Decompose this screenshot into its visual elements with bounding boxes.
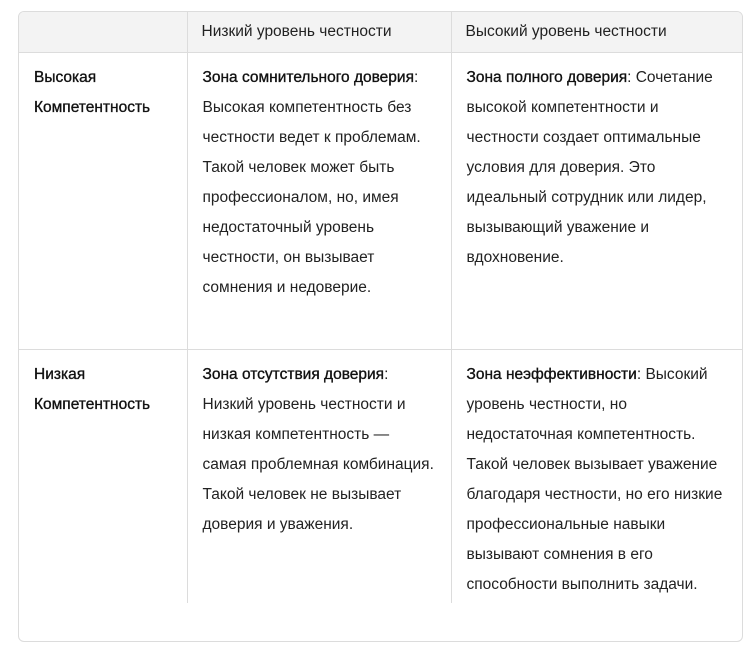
cell-text: : Низкий уровень честности и низкая компетентность — самая проблемная комбинация. Такой человек не вызывает доверия и уважения. [202,365,434,533]
table-row [19,52,743,349]
cell-title: Зона полного доверия [466,68,628,86]
header-low-honesty: Низкий уровень честности [187,12,451,52]
cell-title: Зона сомнительного доверия [202,68,414,86]
matrix-table [18,11,743,642]
cell-title: Зона неэффективности [466,365,637,383]
table-row [19,349,743,603]
cell-full-trust [451,52,743,349]
trust-matrix [19,12,743,603]
table-body [19,52,743,603]
cell-no-trust [187,349,451,603]
cell-text: : Высокий уровень честности, но недостаточная компетентность. Такой человек вызывает уважение благодаря честности, но его низкие профессиональные навыки вызывают сомнения в его способности выполнить задачи. [466,365,723,593]
cell-text: : Высокая компетентность без честности ведет к проблемам. Такой человек может быть профессионалом, но, имея недостаточный уровень честности, он вызывает сомнения и недоверие. [202,68,421,296]
cell-inefficiency [451,349,743,603]
row-label-high-competence: Высокая Компетентность [19,52,187,349]
cell-title: Зона отсутствия доверия [202,365,385,383]
header-high-honesty: Высокий уровень честности [451,12,743,52]
cell-doubtful-trust [187,52,451,349]
header-corner [19,12,187,52]
header-row [19,12,743,52]
cell-text: : Сочетание высокой компетентности и честности создает оптимальные условия для доверия. Это идеальный сотрудник или лидер, вызывающий уважение и вдохновение. [466,68,713,266]
row-label-low-competence: Низкая Компетентность [34,365,151,413]
table-header [19,12,743,52]
